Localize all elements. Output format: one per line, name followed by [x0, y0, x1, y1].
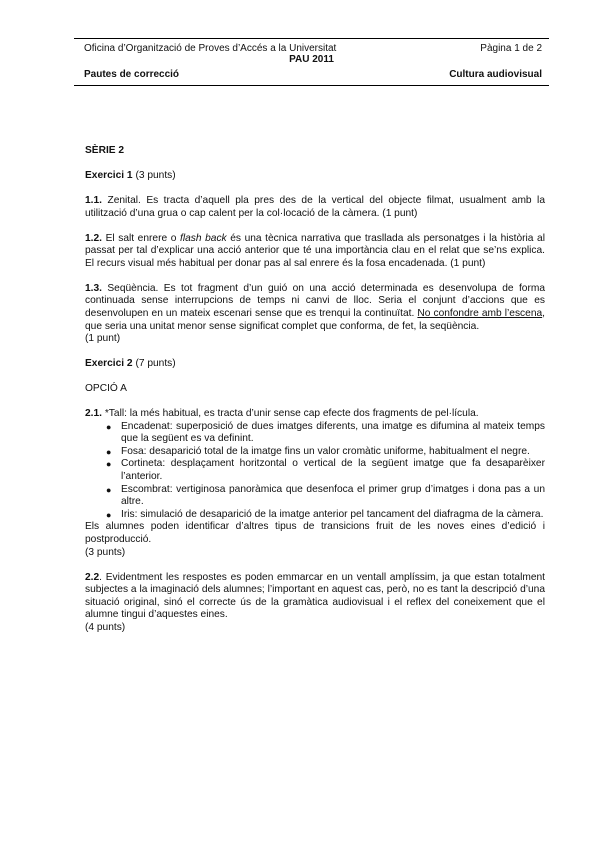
option-a-heading: OPCIÓ A: [85, 383, 127, 395]
question-1-2-text-start: El salt enrere o: [105, 232, 177, 244]
question-2-2-number: 2.2: [85, 571, 100, 583]
bullet-icon: ●: [106, 446, 112, 457]
question-2-1-closing: Els alumnes poden identificar d’altres tipus de transicions fruit de les noves eines d’edició i postproducció.: [85, 521, 545, 545]
question-1-3-points: (1 punt): [85, 333, 121, 345]
list-item: [106, 508, 545, 522]
question-1-3-underlined: No confondre amb l’escena: [417, 307, 543, 319]
question-1-2: [85, 233, 545, 271]
question-1-2-text-end: és una tècnica narrativa que trasllada als personatges i la història al passat per tal d’explicar una acció anterior que té una importància clau en el relat que se’ns explica. El recurs visual més habitual per donar pas al sal enrere és la fosa encadenada. (1 punt): [85, 232, 545, 269]
list-item: [106, 445, 545, 459]
list-item-text: Encadenat: superposició de dues imatges diferents, una imatge es difumina al mateix temps que la següent es va definint.: [121, 420, 545, 445]
list-item: [106, 458, 545, 483]
question-2-1-number: 2.1.: [85, 408, 102, 420]
question-1-3: [85, 283, 545, 333]
flash-back-term: flash back: [180, 232, 227, 244]
question-1-3-text-end: , que seria una unitat menor sense significat complet que conforma, de fet, la seqüència.: [85, 307, 545, 332]
bullet-icon: ●: [106, 484, 112, 495]
document-header: [74, 38, 549, 86]
question-1-3-number: 1.3.: [85, 282, 102, 294]
exercise-1-title: Exercici 1: [85, 169, 133, 181]
question-2-1-points: (3 punts): [85, 546, 126, 558]
question-1-2-number: 1.2.: [85, 232, 102, 244]
list-item-text: Fosa: desaparició total de la imatge fins un valor cromàtic uniforme, habitualment el negre.: [121, 445, 530, 457]
list-item-text: Cortineta: desplaçament horitzontal o vertical de la següent imatge que fa desaparèixer l’anterior.: [121, 458, 545, 483]
bullet-icon: ●: [106, 459, 112, 470]
list-item-text: Iris: simulació de desaparició de la imatge anterior pel tancament del diafragma de la càmera.: [121, 508, 544, 520]
list-item-text: Escombrat: vertiginosa panoràmica que desenfoca el primer grup d’imatges i dona pas a un altre.: [121, 483, 545, 508]
list-item: [106, 483, 545, 509]
question-2-2-text: . Evidentment les respostes es poden emmarcar en un ventall amplíssim, ja que estan totalment subjectes a la imaginació dels alumnes; l’important en aquest cas, però, no es tant la descripció d’una situació original, sinó el correcte ús de la gramàtica audiovisual i el reflex del coneixement que el alumne tingui d’aquestes eines.: [85, 571, 545, 621]
office-name: Oficina d’Organització de Proves d’Accés a la Universitat: [84, 43, 337, 54]
question-2-2: [85, 572, 545, 622]
question-2-1-intro: [85, 408, 545, 421]
document-body: [85, 145, 545, 635]
list-item: [106, 420, 545, 446]
question-1-1-text: Zenital. Es tracta d’aquell pla pres des de la vertical del objecte filmat, usualment amb la utilització d’una grua o cap calent per la col·locació de la càmera. (1 punt): [85, 194, 545, 219]
exercise-2-heading: [85, 358, 545, 371]
page-number: Pàgina 1 de 2: [480, 43, 542, 54]
question-1-3-text: Seqüència. Es tot fragment d’un guió on una acció determinada es desenvolupa de forma continuada sense interrupcions de temps ni canvi de lloc. Seria el conjunt d’accions que es desenvolupen en un mateix escenari sense que es trenqui la continuïtat.: [85, 282, 545, 319]
question-2-1-intro-text: *Tall: la més habitual, es tracta d’unir sense cap efecte dos fragments de pel·lícula.: [104, 408, 479, 420]
exercise-1-points: (3 punts): [135, 169, 176, 181]
exercise-1-heading: [85, 170, 545, 183]
exercise-2-points: (7 punts): [135, 358, 176, 370]
question-2-2-points: (4 punts): [85, 621, 126, 633]
subject-name: Cultura audiovisual: [449, 69, 542, 80]
transition-list: [85, 421, 545, 522]
serie-heading: SÈRIE 2: [85, 145, 125, 156]
question-1-1: [85, 195, 545, 220]
exercise-2-title: Exercici 2: [85, 358, 133, 370]
document-type: Pautes de correcció: [84, 69, 180, 80]
bullet-icon: ●: [106, 509, 112, 520]
bullet-icon: ●: [106, 421, 112, 432]
question-1-1-number: 1.1.: [85, 194, 102, 206]
exam-title: PAU 2011: [289, 54, 334, 65]
